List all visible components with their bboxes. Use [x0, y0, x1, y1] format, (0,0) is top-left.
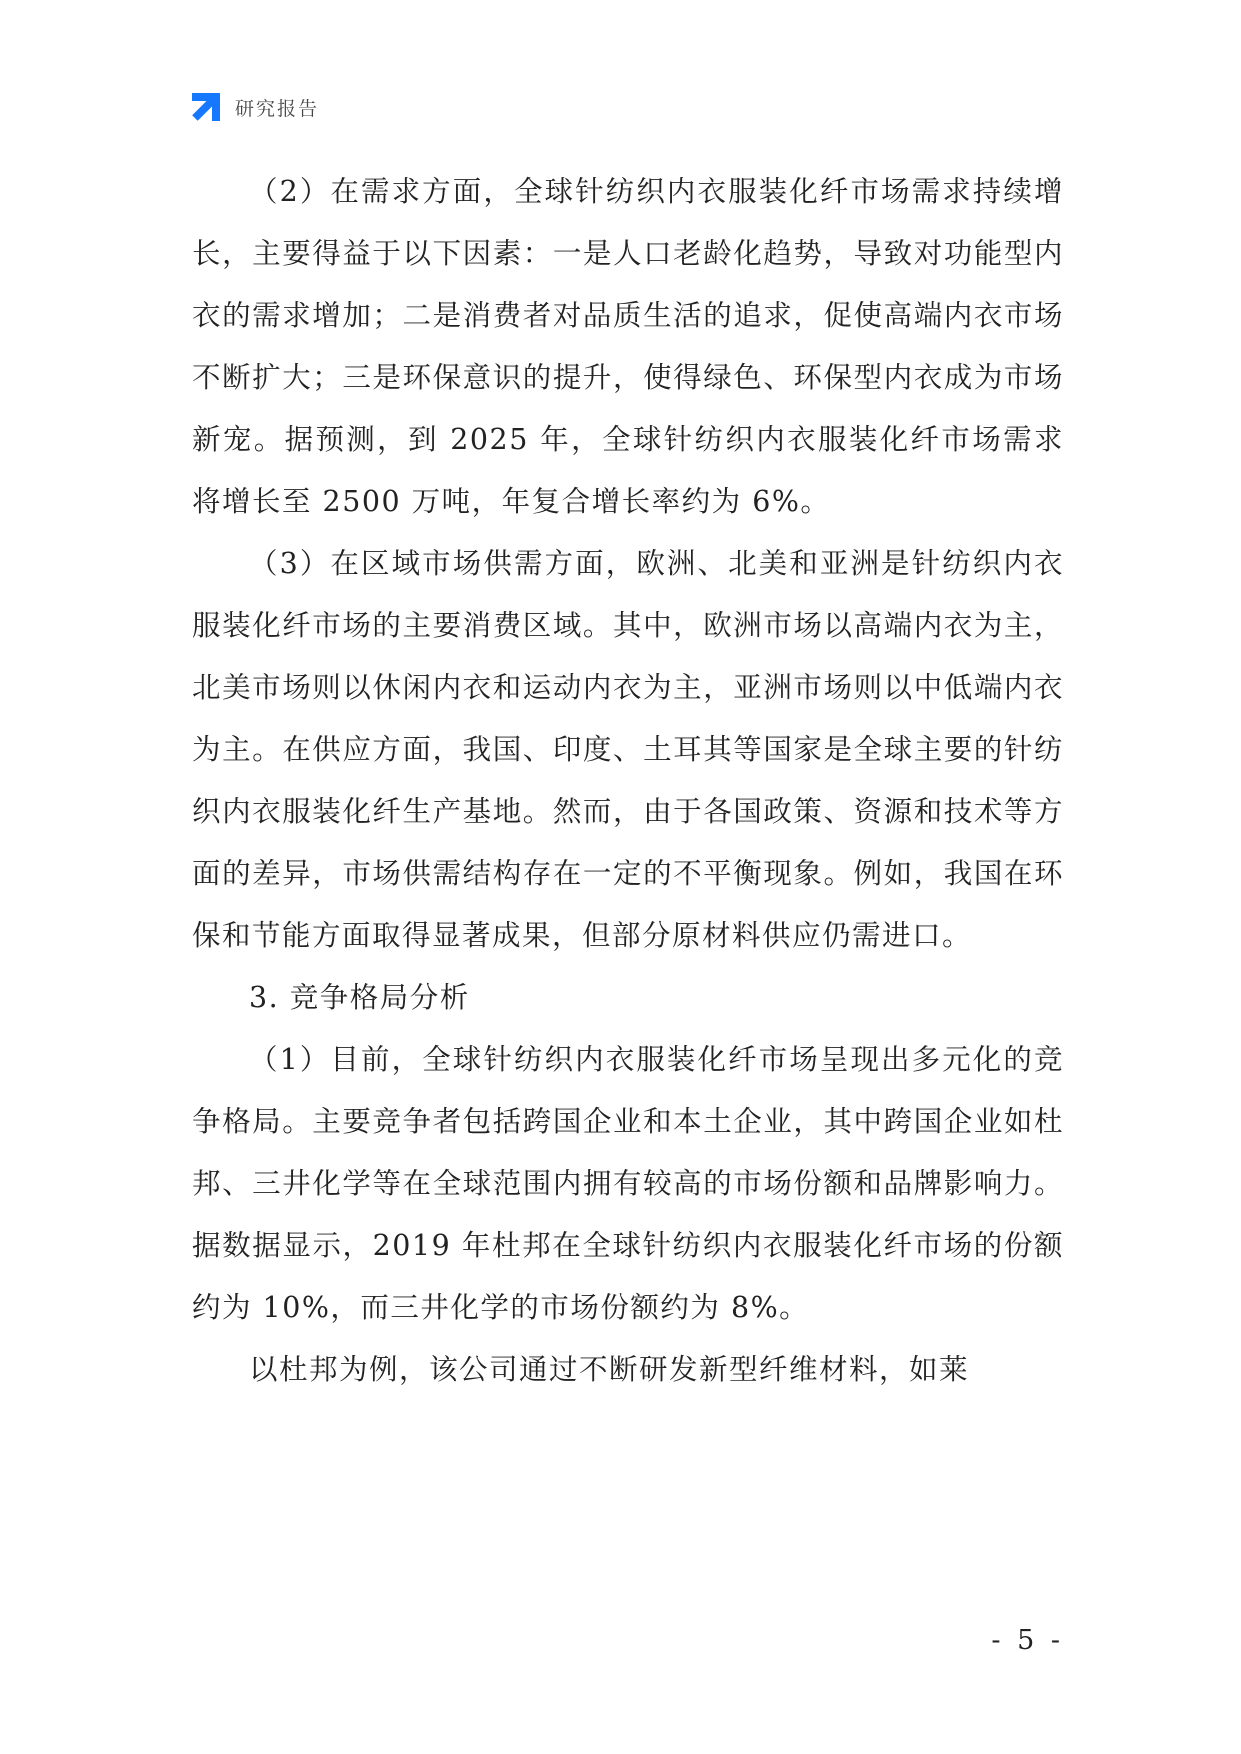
diagonal-arrow-logo-icon: [190, 91, 222, 123]
paragraph-competition: （1）目前，全球针纺织内衣服装化纤市场呈现出多元化的竞争格局。主要竞争者包括跨国企业和本土企业，其中跨国企业如杜邦、三井化学等在全球范围内拥有较高的市场份额和品牌影响力。据数据显示，2019 年杜邦在全球针纺织内衣服装化纤市场的份额约为 10%，而三井化学的市场份额约为 8%。: [192, 1043, 1064, 1324]
paragraph-regional-supply-demand: （3）在区域市场供需方面，欧洲、北美和亚洲是针纺织内衣服装化纤市场的主要消费区域。其中，欧洲市场以高端内衣为主，北美市场则以休闲内衣和运动内衣为主，亚洲市场则以中低端内衣为主。在供应方面，我国、印度、土耳其等国家是全球主要的针纺织内衣服装化纤生产基地。然而，由于各国政策、资源和技术等方面的差异，市场供需结构存在一定的不平衡现象。例如，我国在环保和节能方面取得显著成果，但部分原材料供应仍需进口。: [192, 547, 1064, 952]
paragraph-dupont-example: 以杜邦为例，该公司通过不断研发新型纤维材料，如莱: [249, 1353, 970, 1386]
paragraph-demand: （2）在需求方面，全球针纺织内衣服装化纤市场需求持续增长，主要得益于以下因素：一是人口老龄化趋势，导致对功能型内衣的需求增加；二是消费者对品质生活的追求，促使高端内衣市场不断扩大；三是环保意识的提升，使得绿色、环保型内衣成为市场新宠。据预测，到 2025 年，全球针纺织内衣服装化纤市场需求将增长至 2500 万吨，年复合增长率约为 6%。: [192, 175, 1064, 518]
section-heading-competition: 3. 竞争格局分析: [249, 981, 470, 1014]
report-header: [190, 90, 319, 124]
document-body: [192, 161, 1064, 1401]
header-title: 研究报告: [235, 97, 320, 120]
page-number: - 5 -: [991, 1625, 1064, 1656]
